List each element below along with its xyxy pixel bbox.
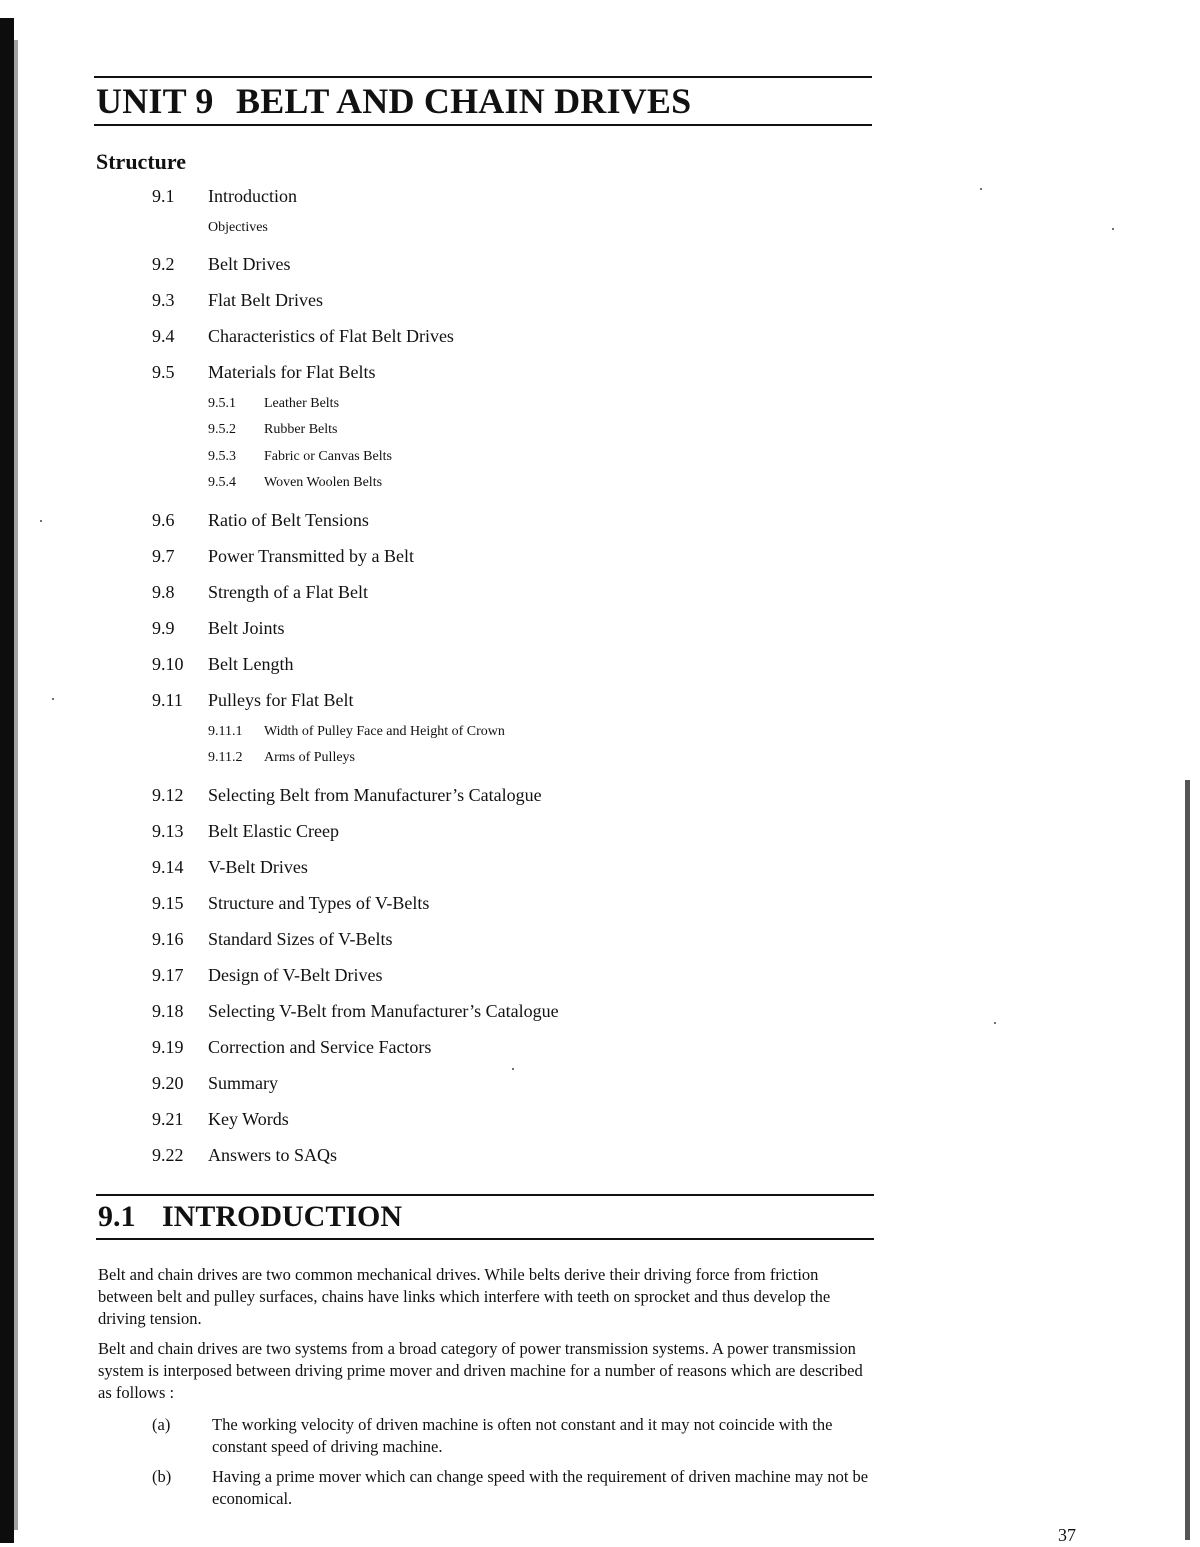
structure-heading: Structure (96, 149, 187, 174)
toc-item-number: 9.7 (152, 546, 175, 566)
toc-item (152, 1145, 872, 1181)
section-number: 9.1 (98, 1200, 136, 1233)
toc-note (152, 220, 872, 254)
toc-subitem-number: 9.5.4 (208, 475, 236, 490)
toc-subitem (152, 750, 872, 785)
toc-item-number: 9.17 (152, 965, 184, 985)
toc-item-title: Belt Length (208, 654, 294, 674)
section-rule-bottom (96, 1238, 874, 1240)
toc-item (152, 186, 872, 220)
scan-edge-left (0, 18, 14, 1543)
toc-item (152, 1073, 872, 1109)
scan-speck (980, 188, 982, 190)
toc-item (152, 618, 872, 654)
toc-item (152, 893, 872, 929)
toc-item-number: 9.3 (152, 290, 175, 310)
toc-item (152, 690, 872, 724)
scan-edge-right (1185, 780, 1190, 1540)
toc-item-number: 9.11 (152, 690, 183, 710)
toc-item-number: 9.4 (152, 326, 175, 346)
toc-item (152, 582, 872, 618)
toc-item (152, 1109, 872, 1145)
toc-subitem (152, 475, 872, 510)
toc-item-title: Characteristics of Flat Belt Drives (208, 326, 454, 346)
unit-number: UNIT 9 (96, 81, 214, 121)
toc-item-number: 9.20 (152, 1073, 184, 1093)
toc-subitem-number: 9.5.3 (208, 449, 236, 464)
toc-item-number: 9.14 (152, 857, 184, 877)
intro-paragraph: Belt and chain drives are two common mechanical drives. While belts derive their driving force from friction between belt and pulley surfaces, chains have links which interfere with teeth on sprocket and thus develop the driving tension. (98, 1265, 831, 1328)
toc-item (152, 654, 872, 690)
toc-item-title: Belt Elastic Creep (208, 821, 339, 841)
toc-item-title: Belt Joints (208, 618, 285, 638)
toc-item-number: 9.10 (152, 654, 184, 674)
toc-item-number: 9.16 (152, 929, 184, 949)
toc-item-title: Power Transmitted by a Belt (208, 546, 414, 566)
toc-item-title: Selecting Belt from Manufacturer’s Catalogue (208, 785, 542, 805)
toc-subitem-number: 9.5.1 (208, 396, 236, 411)
toc-item-title: Standard Sizes of V-Belts (208, 929, 393, 949)
toc-item-title: V-Belt Drives (208, 857, 308, 877)
scan-shadow-left (14, 40, 18, 1530)
toc-subitem (152, 449, 872, 475)
toc-item (152, 326, 872, 362)
toc-item-title: Introduction (208, 186, 297, 206)
intro-paragraph: Belt and chain drives are two systems from a broad category of power transmission systems. A power transmission system is interposed between driving prime mover and driven machine for a number of reasons which are described as follows : (98, 1339, 863, 1402)
unit-title-text: BELT AND CHAIN DRIVES (236, 81, 692, 121)
toc-subitem (152, 724, 872, 750)
toc-item (152, 929, 872, 965)
toc-subitem-title: Rubber Belts (264, 422, 338, 437)
structure-toc (152, 186, 872, 1181)
toc-item-title: Flat Belt Drives (208, 290, 323, 310)
toc-item (152, 510, 872, 546)
toc-item (152, 785, 872, 821)
toc-item-number: 9.13 (152, 821, 184, 841)
list-item-label: (b) (152, 1467, 172, 1486)
toc-item-number: 9.15 (152, 893, 184, 913)
toc-item-number: 9.5 (152, 362, 175, 382)
toc-item-title: Strength of a Flat Belt (208, 582, 368, 602)
section-title (98, 1200, 402, 1234)
toc-subitem-title: Woven Woolen Belts (264, 475, 383, 490)
list-item-text: The working velocity of driven machine is often not constant and it may not coincide with the constant speed of driving machine. (212, 1415, 833, 1456)
toc-item-number: 9.9 (152, 618, 175, 638)
toc-item-title: Key Words (208, 1109, 289, 1129)
toc-item (152, 546, 872, 582)
list-item-text: Having a prime mover which can change speed with the requirement of driven machine may not be economical. (212, 1467, 869, 1508)
toc-item-title: Materials for Flat Belts (208, 362, 376, 382)
toc-item-number: 9.12 (152, 785, 184, 805)
toc-item (152, 1037, 872, 1073)
toc-item-title: Correction and Service Factors (208, 1037, 432, 1057)
toc-note-text: Objectives (208, 220, 268, 235)
toc-item-number: 9.21 (152, 1109, 184, 1129)
toc-subitem (152, 396, 872, 422)
toc-subitem-title: Leather Belts (264, 396, 340, 411)
toc-item-number: 9.8 (152, 582, 175, 602)
section-rule-top (96, 1194, 874, 1196)
toc-item (152, 821, 872, 857)
unit-title (96, 80, 691, 122)
toc-item-title: Structure and Types of V-Belts (208, 893, 430, 913)
section-title-text: INTRODUCTION (162, 1200, 403, 1233)
toc-item (152, 362, 872, 396)
toc-item-title: Answers to SAQs (208, 1145, 338, 1165)
toc-subitem-number: 9.11.2 (208, 750, 243, 765)
toc-subitem (152, 422, 872, 449)
scan-speck (1112, 228, 1114, 230)
toc-item-title: Summary (208, 1073, 278, 1093)
toc-item-number: 9.2 (152, 254, 175, 274)
toc-item (152, 857, 872, 893)
toc-item-title: Design of V-Belt Drives (208, 965, 383, 985)
toc-subitem-number: 9.5.2 (208, 422, 236, 437)
list-item-label: (a) (152, 1415, 171, 1434)
toc-item-title: Pulleys for Flat Belt (208, 690, 354, 710)
toc-item-number: 9.6 (152, 510, 175, 530)
toc-subitem-title: Arms of Pulleys (264, 750, 355, 765)
toc-item-number: 9.18 (152, 1001, 184, 1021)
toc-item-title: Selecting V-Belt from Manufacturer’s Catalogue (208, 1001, 559, 1021)
title-rule-top (94, 76, 872, 78)
toc-item (152, 965, 872, 1001)
toc-subitem-title: Width of Pulley Face and Height of Crown (264, 724, 505, 739)
toc-item-number: 9.22 (152, 1145, 184, 1165)
scan-speck (40, 520, 42, 522)
toc-item-title: Belt Drives (208, 254, 291, 274)
toc-subitem-number: 9.11.1 (208, 724, 243, 739)
toc-item (152, 254, 872, 290)
scan-speck (994, 1022, 996, 1024)
toc-item-number: 9.19 (152, 1037, 184, 1057)
scan-speck (52, 698, 54, 700)
title-rule-bottom (94, 124, 872, 126)
toc-subitem-title: Fabric or Canvas Belts (264, 449, 392, 464)
toc-item (152, 1001, 872, 1037)
toc-item (152, 290, 872, 326)
toc-item-number: 9.1 (152, 186, 175, 206)
toc-item-title: Ratio of Belt Tensions (208, 510, 369, 530)
page-number: 37 (1058, 1525, 1076, 1545)
